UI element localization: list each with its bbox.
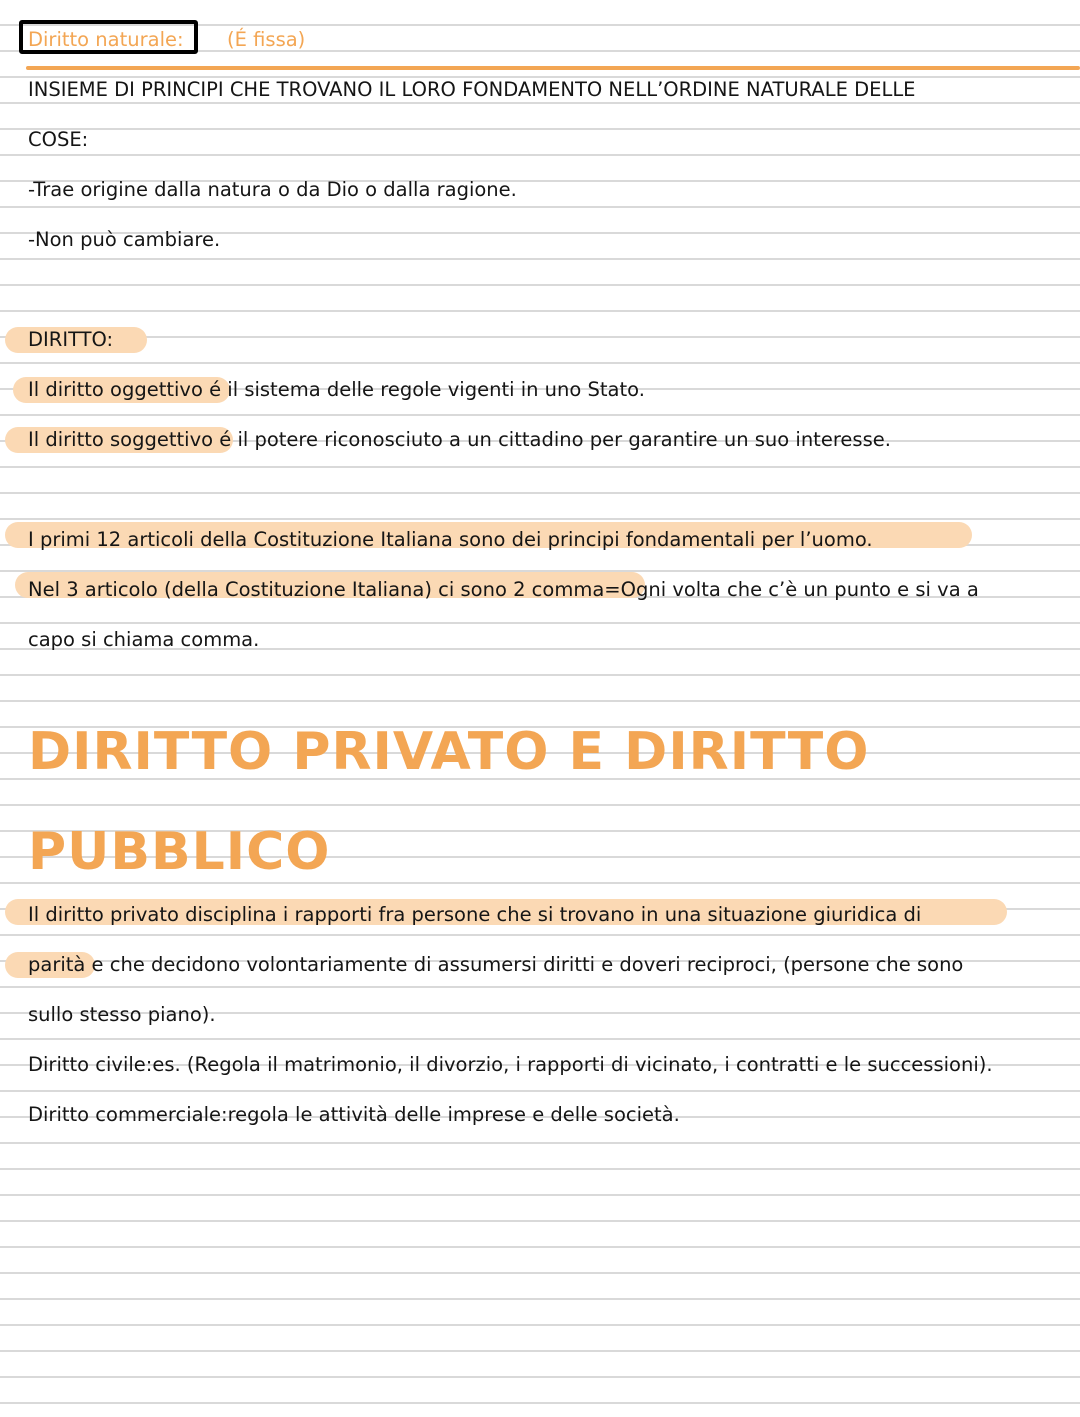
section-note: (É fissa)	[227, 28, 306, 51]
text-line	[28, 377, 645, 403]
highlighted-term: parità	[28, 953, 86, 976]
text-line: Diritto civile:es. (Regola il matrimonio, il divorzio, i rapporti di vicinato, i contratti e le successioni).	[28, 1053, 993, 1076]
highlighted-term: Nel 3 articolo (della Costituzione Italiana) ci sono 2 comma	[28, 578, 605, 601]
title-underline	[26, 66, 1080, 70]
text-line: INSIEME DI PRINCIPI CHE TROVANO IL LORO FONDAMENTO NELL’ORDINE NATURALE DELLE	[28, 78, 916, 101]
diritto-label: DIRITTO:	[28, 328, 114, 351]
definition: é il sistema delle regole vigenti in uno Stato.	[202, 378, 645, 401]
text-line: sullo stesso piano).	[28, 1003, 216, 1026]
definition: =Ogni volta che c’è un punto e si va a	[604, 578, 979, 601]
heading-line: DIRITTO PRIVATO E DIRITTO	[28, 722, 870, 782]
text-line	[28, 952, 963, 978]
heading-line: PUBBLICO	[28, 822, 331, 882]
highlighted-term: Il diritto oggettivo	[28, 378, 203, 401]
text-line: -Trae origine dalla natura o da Dio o dalla ragione.	[28, 178, 517, 201]
text-line: COSE:	[28, 128, 89, 151]
text-line: capo si chiama comma.	[28, 628, 260, 651]
section-title: Diritto naturale:	[28, 28, 184, 51]
text-line	[28, 577, 979, 603]
definition: é il potere riconosciuto a un cittadino per garantire un suo interesse.	[213, 428, 891, 451]
text-line: Diritto commerciale:regola le attività delle imprese e delle società.	[28, 1103, 680, 1126]
highlighted-term: Il diritto soggettivo	[28, 428, 214, 451]
definition: e che decidono volontariamente di assumersi diritti e doveri reciproci, (persone che sono	[85, 953, 964, 976]
text-line: I primi 12 articoli della Costituzione Italiana sono dei principi fondamentali per l’uomo.	[28, 528, 873, 551]
text-line: Il diritto privato disciplina i rapporti fra persone che si trovano in una situazione giuridica di	[28, 903, 922, 926]
text-line: -Non può cambiare.	[28, 228, 221, 251]
text-line	[28, 427, 891, 453]
